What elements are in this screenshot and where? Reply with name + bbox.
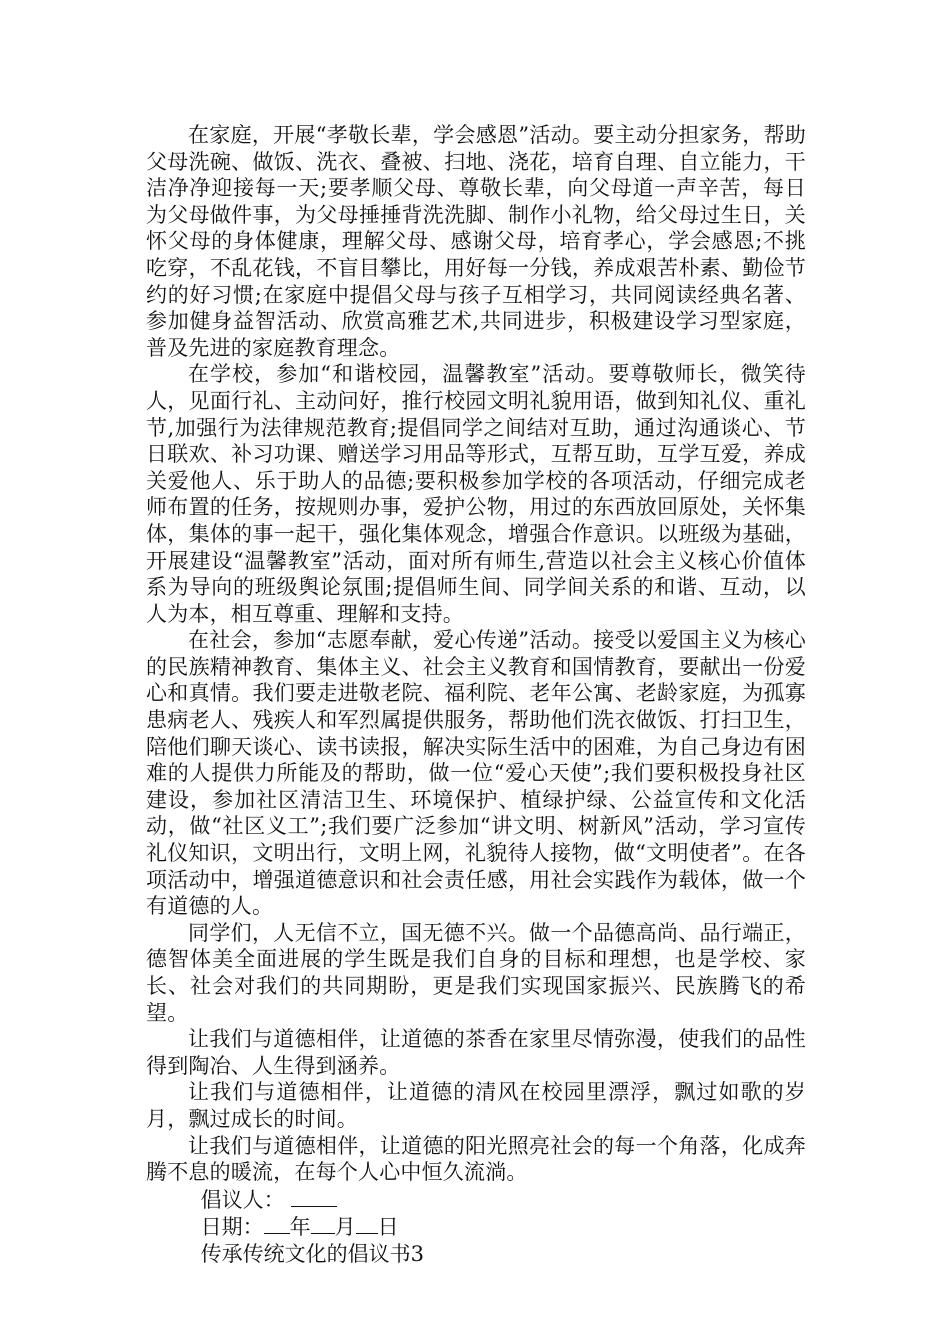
day-label: 日 <box>377 1215 399 1240</box>
paragraph-society: 在社会，参加“志愿奉献，爱心传递”活动。接受以爱国主义为核心的民族精神教育、集体主义、社会主义教育和国情教育，要献出一份爱心和真情。我们要走进敬老院、福利院、老年公寓、老龄家庭，为孤寡患病老人、残疾人和军烈属提供服务，帮助他们洗衣做饭、打扫卫生，陪他们聊天谈心、读书读报，解决实际生活中的困难，为自己身边有困难的人提供力所能及的帮助，做一位“爱心天使”;我们要积极投身社区建设，参加社区清洁卫生、环境保护、植绿护绿、公益宣传和文化活动，做“社区义工”;我们要广泛参加“讲文明、树新风”活动，学习宣传礼仪知识，文明出行，文明上网，礼貌待人接物，做“文明使者”。在各项活动中，增强道德意识和社会责任感，用社会实践作为载体，做一个有道德的人。 <box>146 628 806 919</box>
paragraph-campus-virtue: 让我们与道德相伴，让道德的清风在校园里漂浮，飘过如歌的岁月，飘过成长的时间。 <box>146 1080 806 1131</box>
proposer-label: 倡议人： <box>200 1187 285 1212</box>
document-page <box>146 122 806 1268</box>
paragraph-home-virtue: 让我们与道德相伴，让道德的茶香在家里尽情弥漫，使我们的品性得到陶冶、人生得到涵养。 <box>146 1027 806 1078</box>
paragraph-family: 在家庭，开展“孝敬长辈，学会感恩”活动。要主动分担家务，帮助父母洗碗、做饭、洗衣、叠被、扫地、浇花，培育自理、自立能力，干洁净净迎接每一天;要孝顺父母、尊敬长辈，向父母道一声辛苦，每日为父母做件事，为父母捶捶背洗洗脚、制作小礼物，给父母过生日，关怀父母的身体健康，理解父母、感谢父母，培育孝心，学会感恩;不挑吃穿，不乱花钱，不盲目攀比，用好每一分钱，养成艰苦朴素、勤俭节约的好习惯;在家庭中提倡父母与孩子互相学习，共同阅读经典名著、参加健身益智活动、欣赏高雅艺术,共同进步，积极建设学习型家庭，普及先进的家庭教育理念。 <box>146 123 806 360</box>
paragraph-society-virtue: 让我们与道德相伴，让道德的阳光照亮社会的每一个角落，化成奔腾不息的暖流，在每个人心中恒久流淌。 <box>146 1133 806 1185</box>
paragraph-school: 在学校，参加“和谐校园，温馨教室”活动。要尊敬师长，微笑待人，见面行礼、主动问好，推行校园文明礼貌用语，做到知礼仪、重礼节,加强行为法律规范教育;提倡同学之间结对互助，通过沟通谈心、节日联欢、补习功课、赠送学习用品等形式，互帮互助，互学互爱，养成关爱他人、乐于助人的品德;要积极参加学校的各项活动，仔细完成老师布置的任务，按规则办事，爱护公物，用过的东西放回原处，关怀集体，集体的事一起干，强化集体观念，增强合作意识。以班级为基础，开展建设“温馨教室”活动，面对所有师生,营造以社会主义核心价值体系为导向的班级舆论氛围;提倡师生间、同学间关系的和谐、互动，以人为本，相互尊重、理解和支持。 <box>146 362 806 626</box>
day-blank <box>356 1213 378 1234</box>
year-label: 年 <box>289 1215 311 1240</box>
paragraph-students: 同学们，人无信不立，国无德不兴。做一个品德高尚、品行端正，德智体美全面进展的学生既是我们自身的目标和理想，也是学校、家长、社会对我们的共同期盼，更是我们实现国家振兴、民族腾飞的希望。 <box>146 920 806 1025</box>
date-line <box>146 1213 806 1241</box>
month-blank <box>311 1213 335 1234</box>
year-blank <box>264 1213 290 1234</box>
month-label: 月 <box>334 1215 356 1240</box>
proposer-line <box>146 1186 806 1214</box>
proposer-blank <box>291 1186 337 1207</box>
next-document-title: 传承传统文化的倡议书3 <box>200 1241 424 1266</box>
date-label: 日期： <box>200 1215 264 1240</box>
